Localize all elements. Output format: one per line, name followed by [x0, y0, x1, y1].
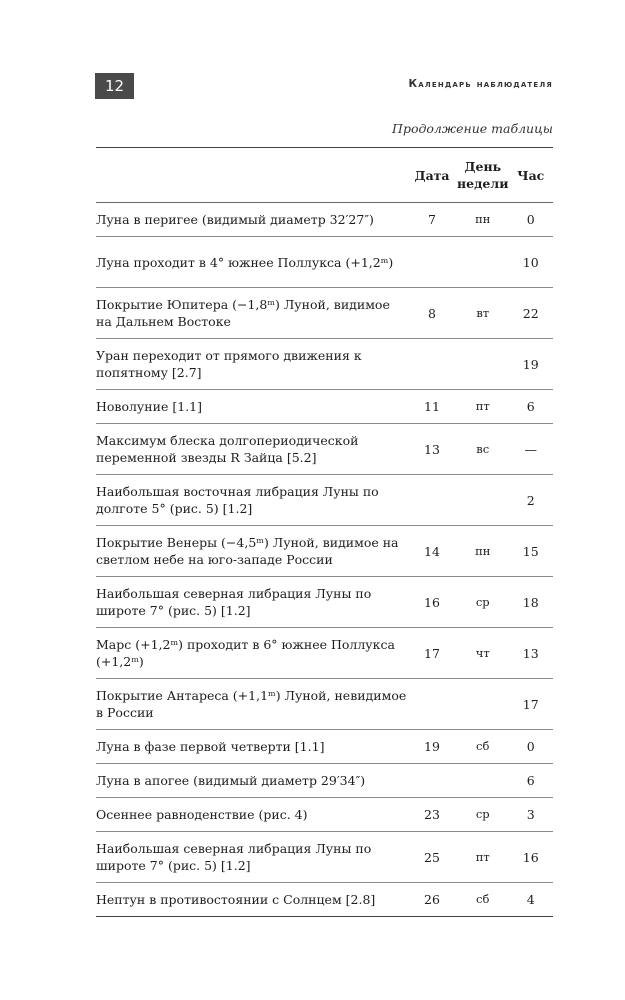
column-header-weekday: День недели — [457, 148, 508, 203]
weekday-cell: ср — [457, 798, 508, 832]
table-row — [96, 832, 553, 883]
weekday-cell: ср — [457, 577, 508, 628]
event-cell: Покрытие Юпитера (−1,8ᵐ) Луной, видимое на Дальнем Востоке — [96, 288, 407, 339]
hour-cell: 22 — [508, 288, 553, 339]
date-cell: 7 — [407, 203, 457, 237]
table-row — [96, 764, 553, 798]
date-cell: 14 — [407, 526, 457, 577]
date-cell — [407, 764, 457, 798]
weekday-cell: пн — [457, 203, 508, 237]
event-cell: Покрытие Венеры (−4,5ᵐ) Луной, видимое на светлом небе на юго-западе России — [96, 526, 407, 577]
date-cell — [407, 339, 457, 390]
weekday-cell — [457, 764, 508, 798]
hour-cell: 4 — [508, 883, 553, 917]
event-cell: Максимум блеска долгопериодической переменной звезды R Зайца [5.2] — [96, 424, 407, 475]
table-row — [96, 798, 553, 832]
hour-cell: 6 — [508, 764, 553, 798]
date-cell: 8 — [407, 288, 457, 339]
hour-cell: 15 — [508, 526, 553, 577]
hour-cell: 16 — [508, 832, 553, 883]
weekday-cell: чт — [457, 628, 508, 679]
event-cell: Луна в апогее (видимый диаметр 29′34″) — [96, 764, 407, 798]
hour-cell: 3 — [508, 798, 553, 832]
running-title: Календарь наблюдателя — [408, 78, 553, 90]
date-cell: 23 — [407, 798, 457, 832]
table-row — [96, 339, 553, 390]
column-header-event — [96, 148, 407, 203]
table-row — [96, 628, 553, 679]
hour-cell: 18 — [508, 577, 553, 628]
table-continued-label: Продолжение таблицы — [392, 121, 553, 136]
date-cell: 16 — [407, 577, 457, 628]
hour-cell: 0 — [508, 730, 553, 764]
table-row — [96, 679, 553, 730]
hour-cell: 0 — [508, 203, 553, 237]
hour-cell: 19 — [508, 339, 553, 390]
table-row — [96, 577, 553, 628]
weekday-cell: сб — [457, 730, 508, 764]
date-cell: 13 — [407, 424, 457, 475]
event-cell: Осеннее равноденствие (рис. 4) — [96, 798, 407, 832]
hour-cell: 10 — [508, 237, 553, 288]
date-cell: 17 — [407, 628, 457, 679]
table-row — [96, 730, 553, 764]
event-cell: Наибольшая северная либрация Луны по широте 7° (рис. 5) [1.2] — [96, 577, 407, 628]
event-cell: Луна в перигее (видимый диаметр 32′27″) — [96, 203, 407, 237]
date-cell: 26 — [407, 883, 457, 917]
event-cell: Наибольшая восточная либрация Луны по долготе 5° (рис. 5) [1.2] — [96, 475, 407, 526]
weekday-cell: пт — [457, 390, 508, 424]
weekday-cell — [457, 237, 508, 288]
hour-cell: 13 — [508, 628, 553, 679]
weekday-cell — [457, 679, 508, 730]
hour-cell: — — [508, 424, 553, 475]
date-cell: 25 — [407, 832, 457, 883]
event-cell: Луна проходит в 4° южнее Поллукса (+1,2ᵐ) — [96, 237, 407, 288]
column-header-date: Дата — [407, 148, 457, 203]
event-cell: Новолуние [1.1] — [96, 390, 407, 424]
weekday-cell: пн — [457, 526, 508, 577]
table-row — [96, 883, 553, 917]
date-cell — [407, 475, 457, 526]
table-body — [96, 203, 553, 917]
column-header-hour: Час — [508, 148, 553, 203]
table-header-row — [96, 148, 553, 203]
event-cell: Марс (+1,2ᵐ) проходит в 6° южнее Поллукса (+1,2ᵐ) — [96, 628, 407, 679]
event-cell: Покрытие Антареса (+1,1ᵐ) Луной, невидимое в России — [96, 679, 407, 730]
hour-cell: 6 — [508, 390, 553, 424]
table-row — [96, 203, 553, 237]
weekday-cell: вс — [457, 424, 508, 475]
weekday-cell — [457, 339, 508, 390]
weekday-cell: вт — [457, 288, 508, 339]
hour-cell: 2 — [508, 475, 553, 526]
table-row — [96, 424, 553, 475]
date-cell — [407, 679, 457, 730]
event-cell: Уран переходит от прямого движения к попятному [2.7] — [96, 339, 407, 390]
table-row — [96, 237, 553, 288]
weekday-cell: сб — [457, 883, 508, 917]
events-table — [96, 147, 553, 917]
weekday-cell: пт — [457, 832, 508, 883]
hour-cell: 17 — [508, 679, 553, 730]
table-row — [96, 390, 553, 424]
event-cell: Нептун в противостоянии с Солнцем [2.8] — [96, 883, 407, 917]
date-cell: 11 — [407, 390, 457, 424]
date-cell: 19 — [407, 730, 457, 764]
weekday-cell — [457, 475, 508, 526]
date-cell — [407, 237, 457, 288]
page-number: 12 — [95, 73, 134, 99]
table-row — [96, 288, 553, 339]
table-row — [96, 526, 553, 577]
table-row — [96, 475, 553, 526]
event-cell: Наибольшая северная либрация Луны по широте 7° (рис. 5) [1.2] — [96, 832, 407, 883]
event-cell: Луна в фазе первой четверти [1.1] — [96, 730, 407, 764]
